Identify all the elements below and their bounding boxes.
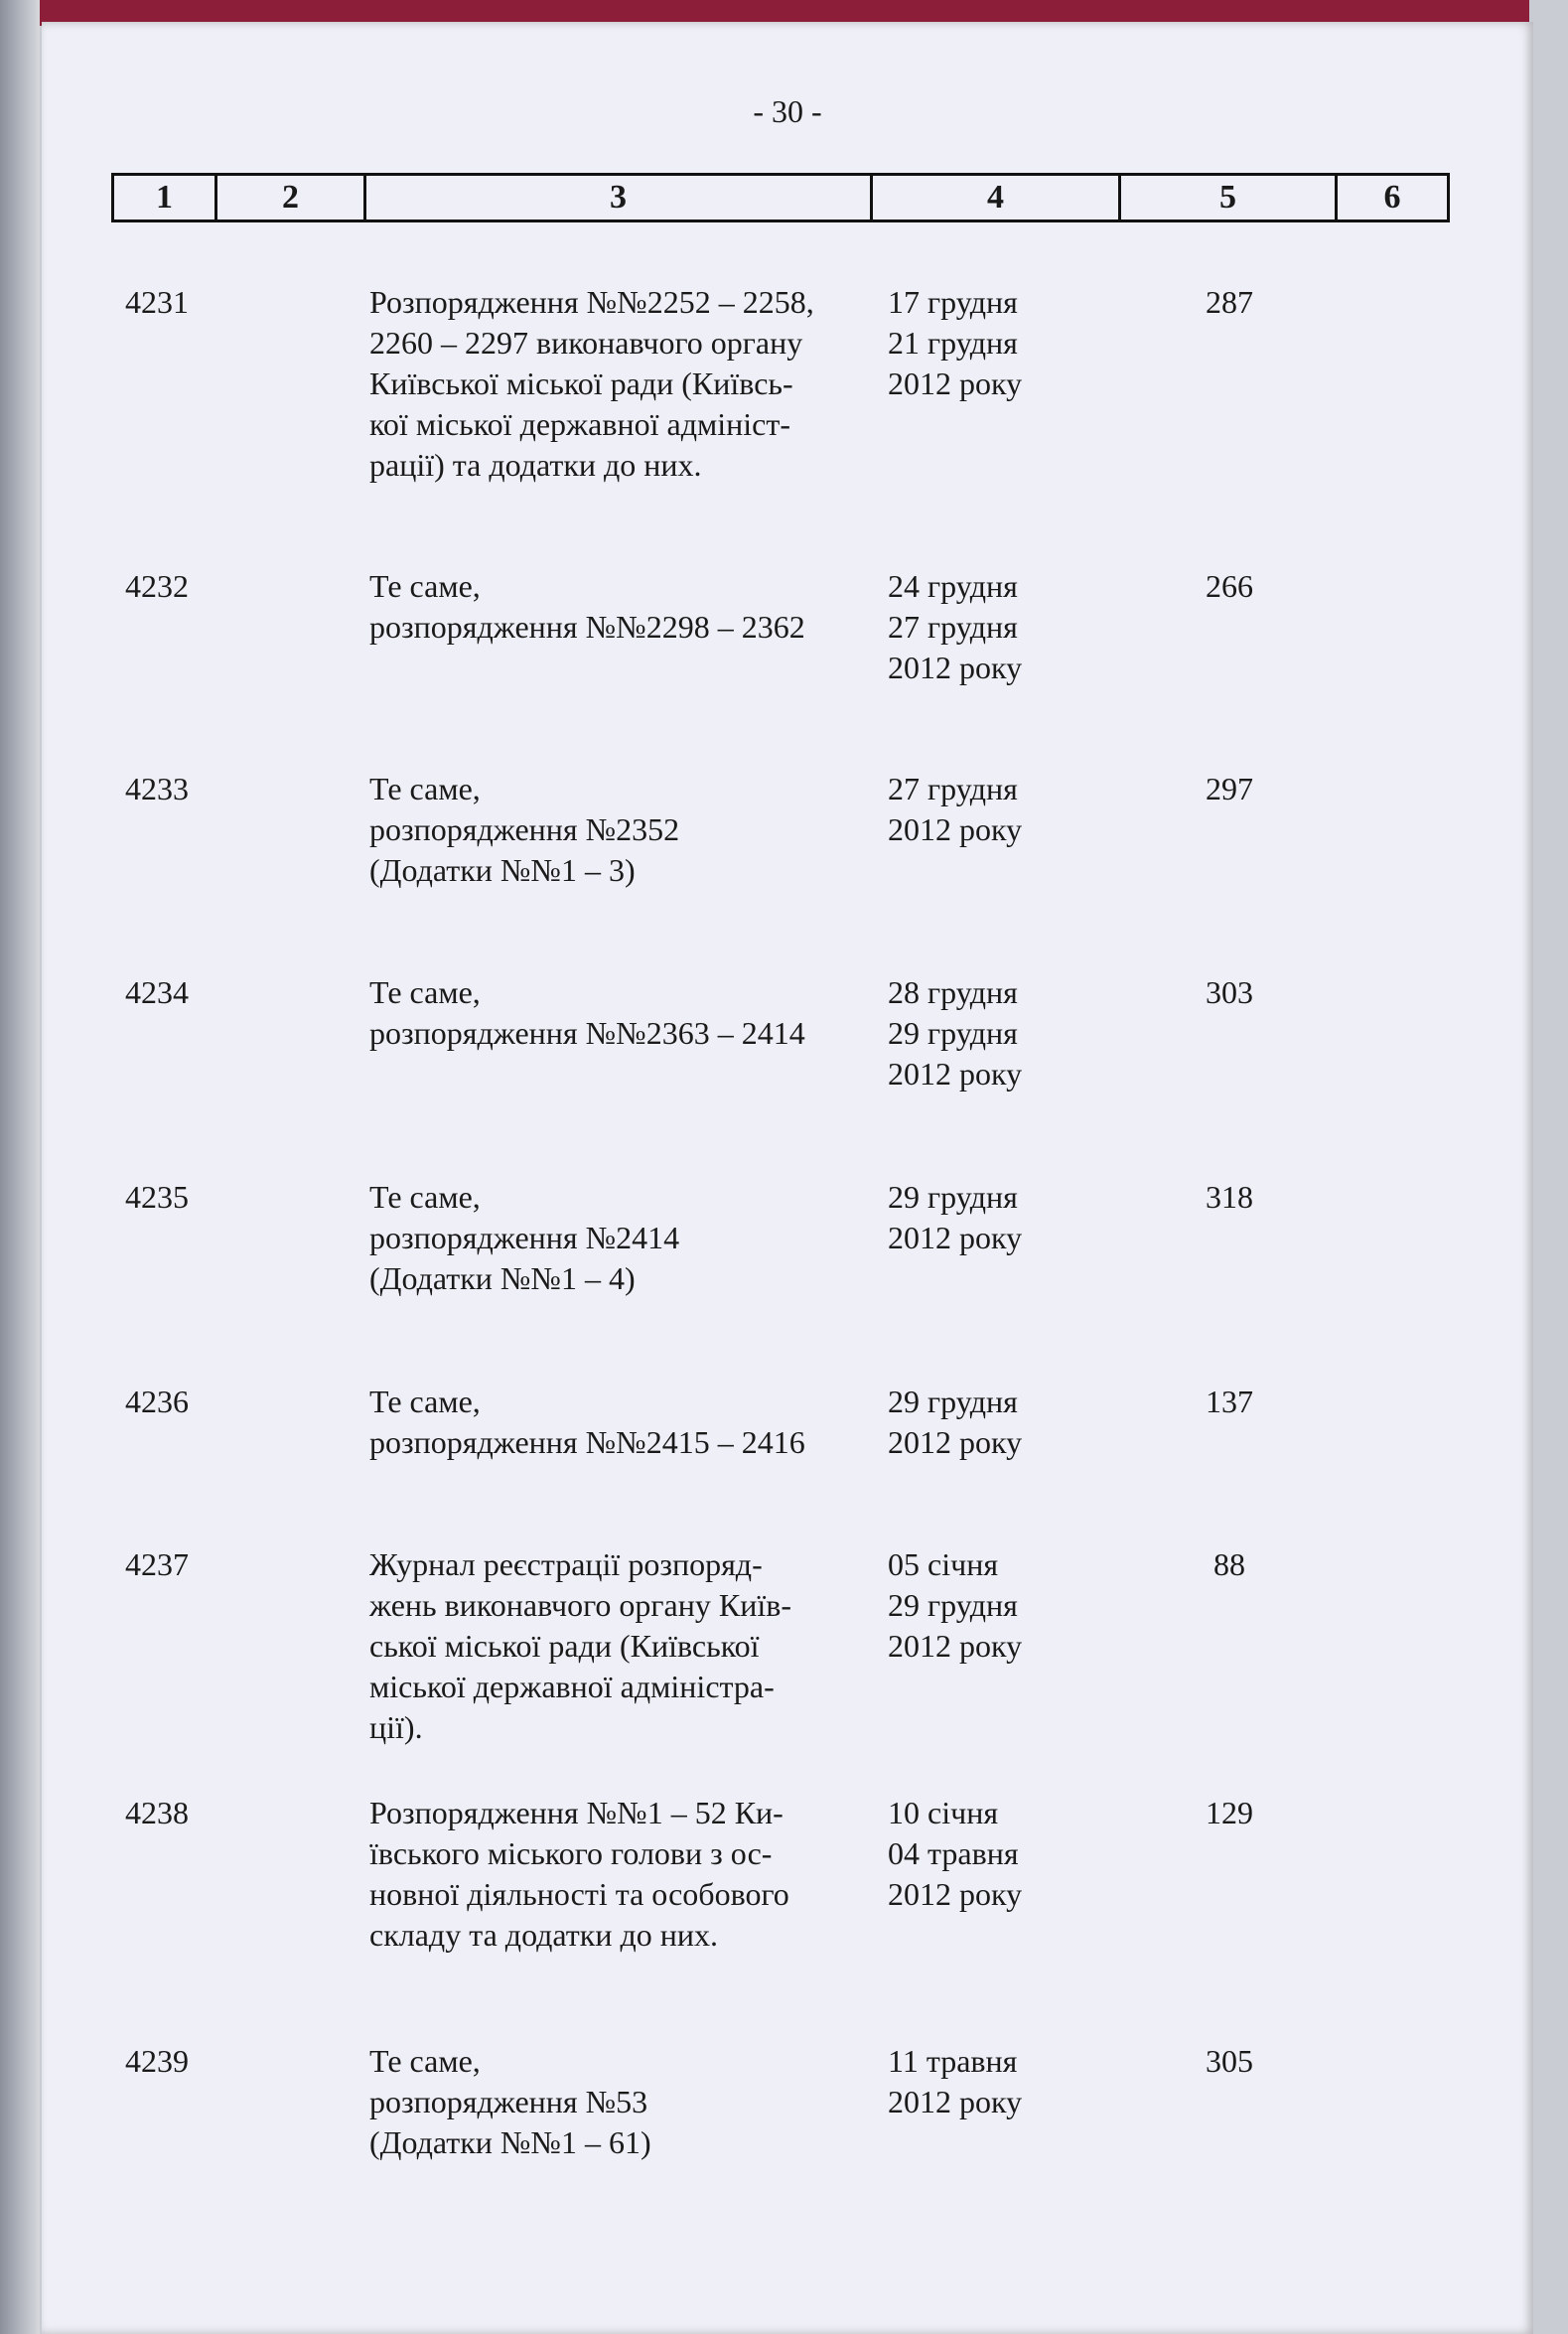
description-line: жень виконавчого органу Київ- bbox=[369, 1587, 791, 1623]
date-line: 29 грудня bbox=[888, 1179, 1018, 1215]
record-description bbox=[369, 1793, 886, 1956]
date-line: 2012 року bbox=[888, 2084, 1023, 2119]
description-line: розпорядження №53 bbox=[369, 2084, 648, 2119]
record-description bbox=[369, 1177, 886, 1299]
record-number: 4239 bbox=[125, 2043, 189, 2079]
col-header-3: 3 bbox=[365, 175, 872, 221]
description-line: кої міської державної адмініст- bbox=[369, 406, 790, 442]
description-line: (Додатки №№1 – 4) bbox=[369, 1260, 636, 1296]
date-line: 29 грудня bbox=[888, 1587, 1018, 1623]
record-number: 4232 bbox=[125, 568, 189, 604]
date-line: 2012 року bbox=[888, 365, 1023, 401]
record-number: 4238 bbox=[125, 1795, 189, 1830]
record-dates bbox=[888, 282, 1086, 404]
record-dates bbox=[888, 1177, 1086, 1258]
sheet-count: 287 bbox=[1206, 284, 1253, 320]
date-line: 27 грудня bbox=[888, 771, 1018, 806]
date-line: 21 грудня bbox=[888, 325, 1018, 361]
description-line: Розпорядження №№2252 – 2258, bbox=[369, 284, 814, 320]
sheet-count: 318 bbox=[1206, 1179, 1253, 1215]
date-line: 2012 року bbox=[888, 811, 1023, 847]
column-header-table bbox=[111, 173, 1450, 222]
description-line: Журнал реєстрації розпоряд- bbox=[369, 1546, 763, 1582]
description-line: рації) та додатки до них. bbox=[369, 447, 702, 483]
date-line: 29 грудня bbox=[888, 1384, 1018, 1419]
col-header-5: 5 bbox=[1120, 175, 1337, 221]
description-line: Розпорядження №№1 – 52 Ки- bbox=[369, 1795, 784, 1830]
description-line: розпорядження №2414 bbox=[369, 1220, 680, 1255]
description-line: розпорядження №2352 bbox=[369, 811, 680, 847]
description-line: ської міської ради (Київської bbox=[369, 1628, 760, 1664]
sheet-count: 303 bbox=[1206, 974, 1253, 1010]
record-number: 4235 bbox=[125, 1179, 189, 1215]
description-line: 2260 – 2297 виконавчого органу bbox=[369, 325, 803, 361]
description-line: Київської міської ради (Київсь- bbox=[369, 365, 793, 401]
date-line: 2012 року bbox=[888, 1056, 1023, 1092]
record-dates bbox=[888, 566, 1086, 688]
record-description bbox=[369, 972, 886, 1054]
sheet-count: 266 bbox=[1206, 568, 1253, 604]
document-page bbox=[42, 22, 1533, 2334]
record-dates bbox=[888, 972, 1086, 1094]
description-line: Те саме, bbox=[369, 2043, 481, 2079]
record-dates bbox=[888, 769, 1086, 850]
description-line: ції). bbox=[369, 1709, 423, 1745]
date-line: 17 грудня bbox=[888, 284, 1018, 320]
date-line: 05 січня bbox=[888, 1546, 999, 1582]
record-description bbox=[369, 1382, 886, 1463]
date-line: 29 грудня bbox=[888, 1015, 1018, 1051]
description-line: Те саме, bbox=[369, 1179, 481, 1215]
col-header-6: 6 bbox=[1337, 175, 1449, 221]
date-line: 2012 року bbox=[888, 1876, 1023, 1912]
description-line: ївського міського голови з ос- bbox=[369, 1835, 773, 1871]
date-line: 11 травня bbox=[888, 2043, 1018, 2079]
binder-edge bbox=[0, 0, 40, 2334]
sheet-count: 305 bbox=[1206, 2043, 1253, 2079]
description-line: Те саме, bbox=[369, 568, 481, 604]
record-description bbox=[369, 282, 886, 486]
date-line: 10 січня bbox=[888, 1795, 999, 1830]
record-number: 4233 bbox=[125, 771, 189, 806]
record-dates bbox=[888, 1544, 1086, 1667]
date-line: 24 грудня bbox=[888, 568, 1018, 604]
date-line: 2012 року bbox=[888, 1220, 1023, 1255]
record-description bbox=[369, 566, 886, 648]
description-line: розпорядження №№2363 – 2414 bbox=[369, 1015, 805, 1051]
record-description bbox=[369, 769, 886, 891]
date-line: 2012 року bbox=[888, 1628, 1023, 1664]
description-line: розпорядження №№2298 – 2362 bbox=[369, 609, 805, 645]
record-description bbox=[369, 2041, 886, 2163]
sheet-count: 88 bbox=[1213, 1546, 1245, 1582]
record-number: 4231 bbox=[125, 284, 189, 320]
description-line: Те саме, bbox=[369, 1384, 481, 1419]
col-header-2: 2 bbox=[216, 175, 365, 221]
record-number: 4236 bbox=[125, 1384, 189, 1419]
date-line: 2012 року bbox=[888, 1424, 1023, 1460]
description-line: складу та додатки до них. bbox=[369, 1917, 718, 1953]
description-line: (Додатки №№1 – 61) bbox=[369, 2124, 651, 2160]
page-number: - 30 - bbox=[753, 93, 822, 129]
record-description bbox=[369, 1544, 886, 1748]
record-number: 4237 bbox=[125, 1546, 189, 1582]
description-line: розпорядження №№2415 – 2416 bbox=[369, 1424, 805, 1460]
description-line: міської державної адміністра- bbox=[369, 1669, 775, 1704]
sheet-count: 137 bbox=[1206, 1384, 1253, 1419]
date-line: 27 грудня bbox=[888, 609, 1018, 645]
description-line: новної діяльності та особового bbox=[369, 1876, 789, 1912]
col-header-4: 4 bbox=[872, 175, 1120, 221]
description-line: (Додатки №№1 – 3) bbox=[369, 852, 636, 888]
col-header-1: 1 bbox=[113, 175, 216, 221]
date-line: 28 грудня bbox=[888, 974, 1018, 1010]
sheet-count: 129 bbox=[1206, 1795, 1253, 1830]
description-line: Те саме, bbox=[369, 771, 481, 806]
record-dates bbox=[888, 2041, 1086, 2122]
sheet-count: 297 bbox=[1206, 771, 1253, 806]
record-dates bbox=[888, 1382, 1086, 1463]
date-line: 2012 року bbox=[888, 650, 1023, 685]
record-dates bbox=[888, 1793, 1086, 1915]
record-number: 4234 bbox=[125, 974, 189, 1010]
date-line: 04 травня bbox=[888, 1835, 1019, 1871]
description-line: Те саме, bbox=[369, 974, 481, 1010]
